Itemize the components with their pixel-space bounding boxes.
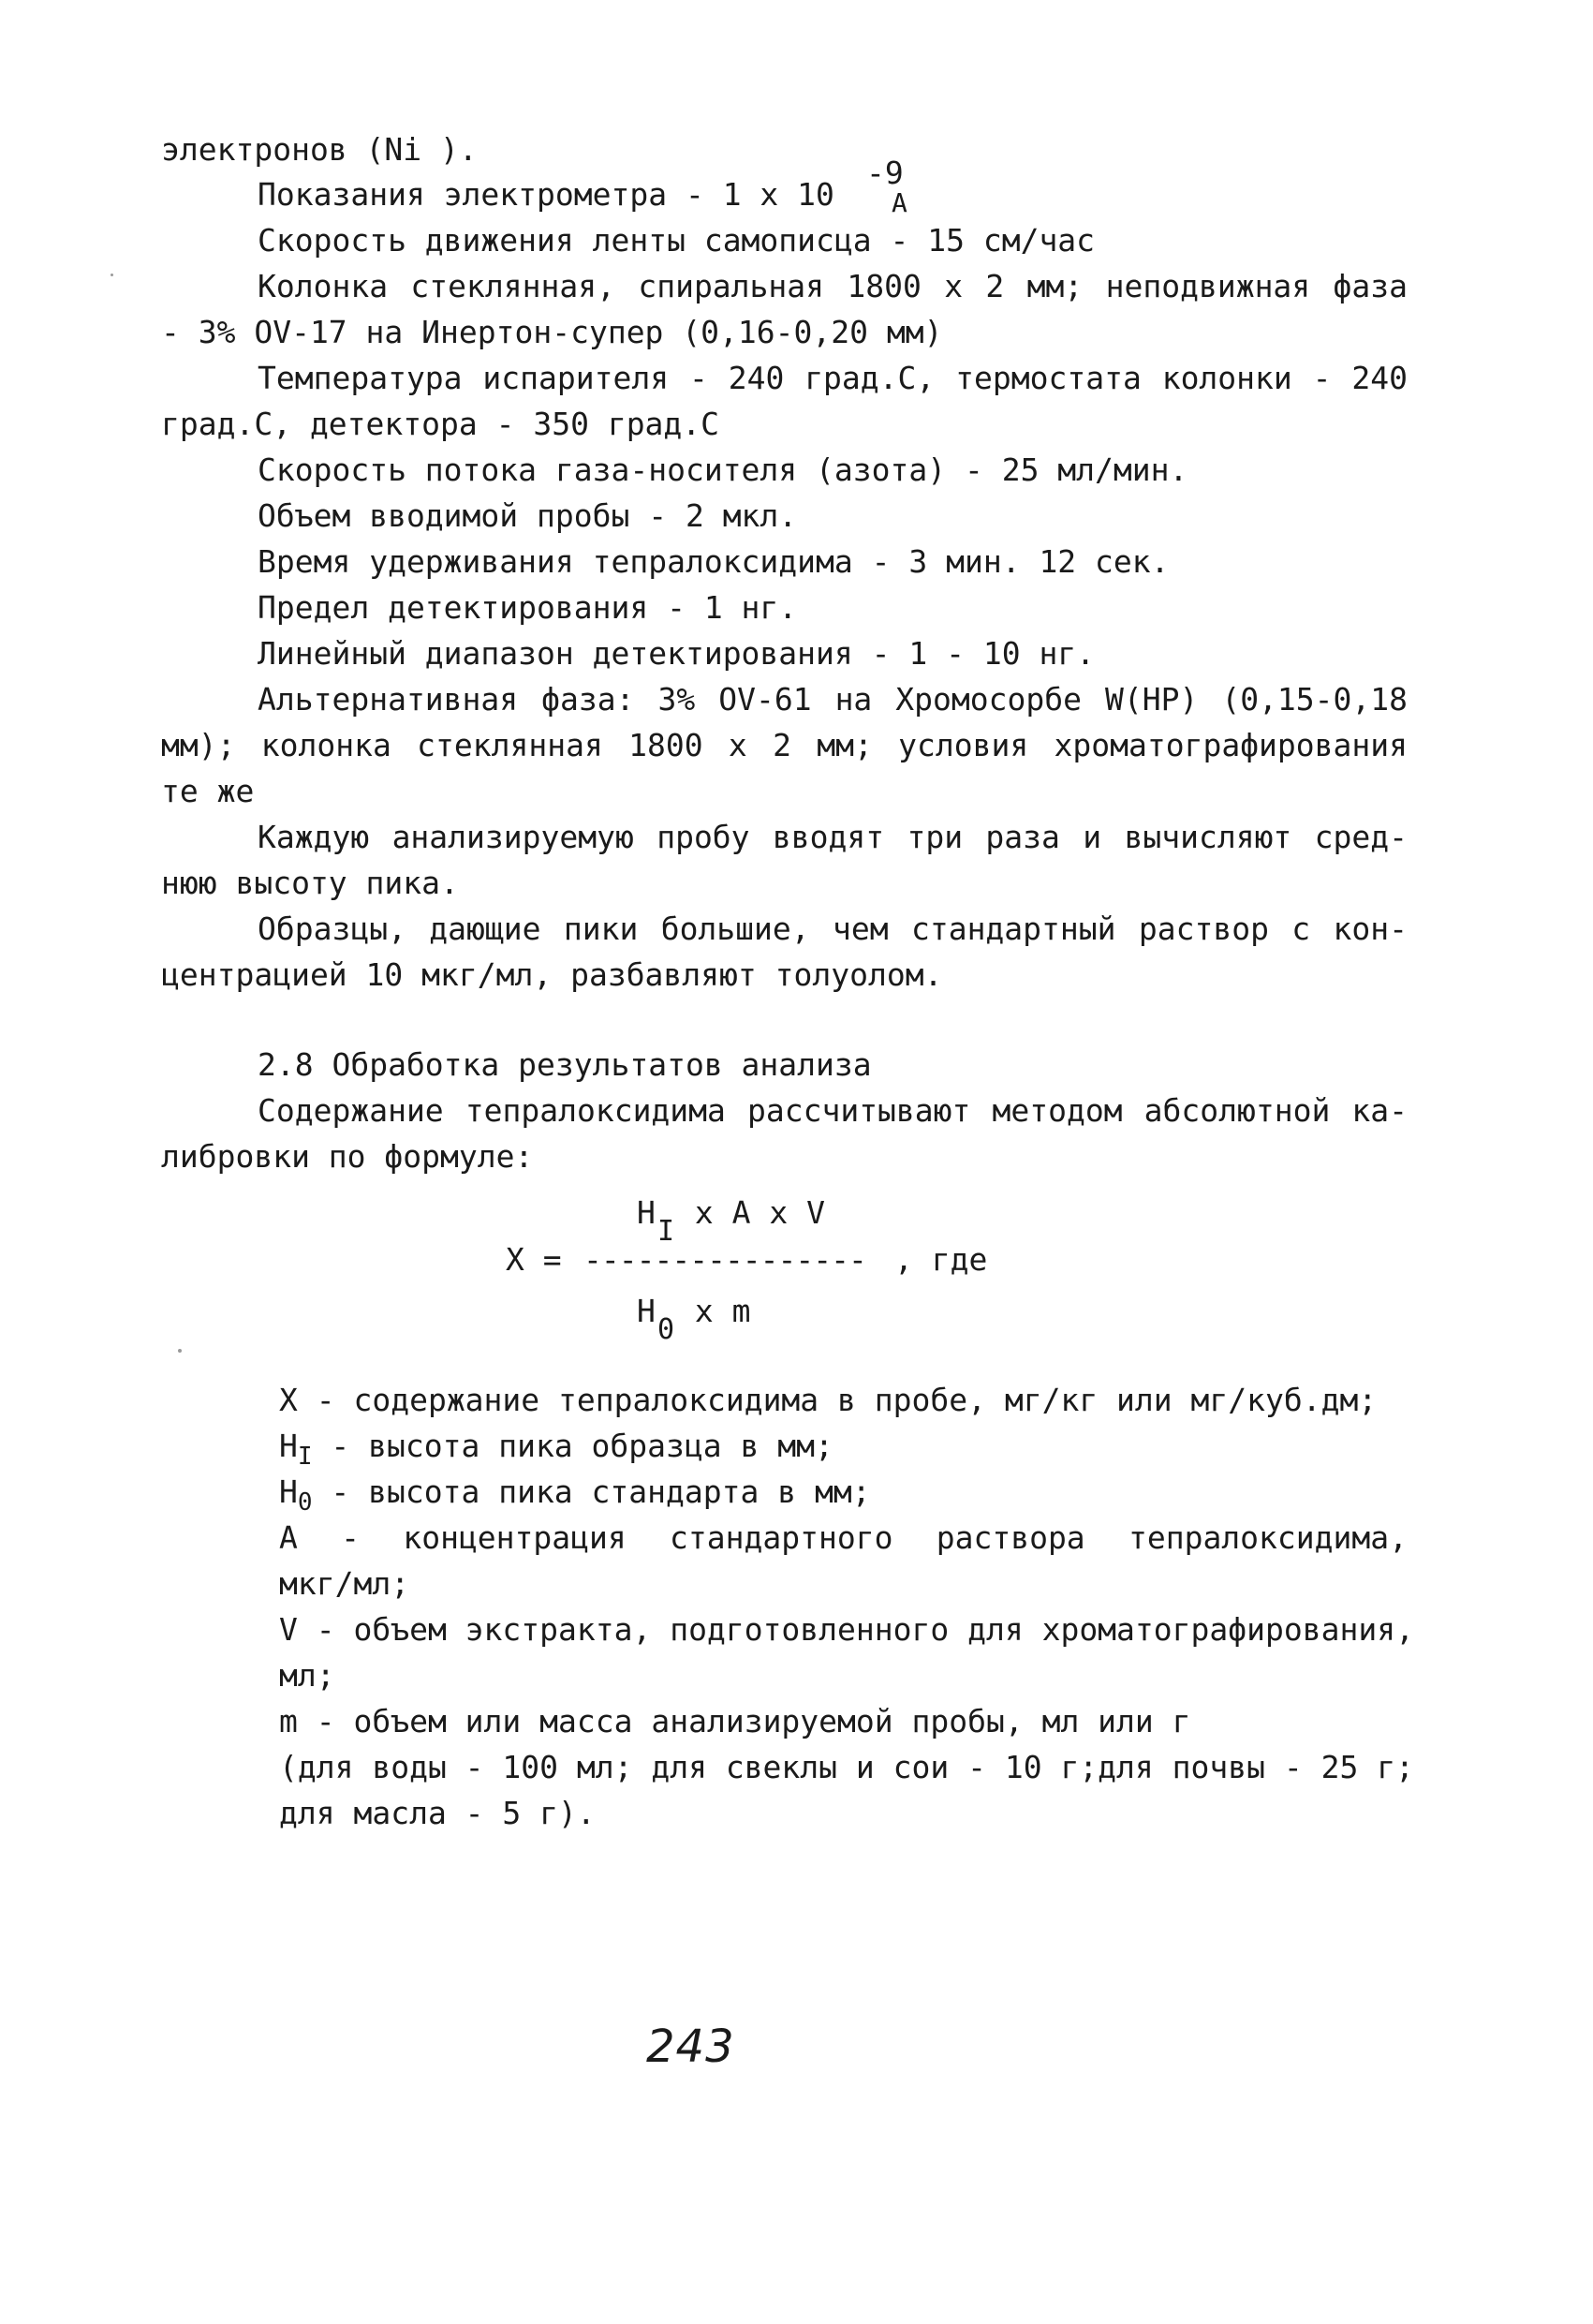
text-line: Объем вводимой пробы - 2 мкл. bbox=[258, 497, 798, 534]
text-line: Линейный диапазон детектирования - 1 - 10 нг. bbox=[258, 635, 1096, 672]
legend-line bbox=[279, 1377, 1377, 1423]
unit: А bbox=[892, 187, 907, 218]
legend-text: - содержание тепралоксидима в пробе, мг/кг или мг/куб.дм; bbox=[297, 1382, 1378, 1418]
legend-text: - объем экстракта, подготовленного для хроматографирования, bbox=[297, 1611, 1414, 1648]
formula-fraction-line: ---------------- bbox=[583, 1241, 866, 1278]
scan-speck bbox=[178, 1349, 182, 1353]
legend-text: - высота пика образца в мм; bbox=[312, 1428, 833, 1464]
text-line: Образцы, дающие пики большие, чем стандартный раствор с кон- bbox=[258, 910, 1408, 947]
text-line: те же bbox=[161, 773, 255, 809]
text-line: Время удерживания тепралоксидима - 3 мин. 12 сек. bbox=[258, 543, 1170, 580]
formula-numerator-sub: I bbox=[657, 1215, 675, 1248]
formula-denominator-h: H bbox=[637, 1293, 656, 1329]
legend-text: - высота пика стандарта в мм; bbox=[312, 1473, 871, 1510]
legend-line: для масла - 5 г). bbox=[279, 1795, 596, 1831]
legend-line: (для воды - 100 мл; для свеклы и сои - 10 г;для почвы - 25 г; bbox=[279, 1749, 1414, 1785]
text-line: мм); колонка стеклянная 1800 х 2 мм; условия хроматографирования bbox=[161, 727, 1408, 763]
text-line: Колонка стеклянная, спиральная 1800 х 2 мм; неподвижная фаза bbox=[258, 268, 1408, 304]
legend-symbol: H bbox=[279, 1473, 298, 1510]
formula-lhs: X = bbox=[506, 1241, 562, 1278]
text-line: Каждую анализируемую пробу вводят три раза и вычисляют сред- bbox=[258, 819, 1408, 855]
legend-symbol: X bbox=[279, 1382, 298, 1418]
text-line: град.С, детектора - 350 град.С bbox=[161, 406, 720, 442]
formula-numerator-h: H bbox=[637, 1194, 656, 1231]
legend-symbol: H bbox=[279, 1428, 298, 1464]
text-line: нюю высоту пика. bbox=[161, 865, 459, 901]
formula-denominator-sub: 0 bbox=[657, 1313, 675, 1346]
text-line: Температура испарителя - 240 град.С, термостата колонки - 240 bbox=[258, 360, 1408, 396]
legend-line: мкг/мл; bbox=[279, 1565, 410, 1602]
legend-line: мл; bbox=[279, 1657, 335, 1694]
text-line: электронов (Ni ). bbox=[161, 131, 478, 168]
legend-symbol: A bbox=[279, 1519, 298, 1556]
section-heading: 2.8 Обработка результатов анализа bbox=[258, 1046, 872, 1083]
text-line: центрацией 10 мкг/мл, разбавляют толуолом. bbox=[161, 956, 943, 993]
text-line: либровки по формуле: bbox=[161, 1138, 534, 1175]
text-line: - 3% OV-17 на Инертон-супер (0,16-0,20 мм) bbox=[161, 314, 943, 350]
formula-denominator-rest: x m bbox=[676, 1293, 751, 1329]
text-line: Скорость движения ленты самописца - 15 см/час bbox=[258, 222, 1096, 259]
text-line: Содержание тепралоксидима рассчитывают методом абсолютной ка- bbox=[258, 1092, 1408, 1129]
legend-symbol: m bbox=[279, 1703, 298, 1739]
legend-symbol-sub: 0 bbox=[297, 1488, 313, 1517]
legend-symbol: V bbox=[279, 1611, 298, 1648]
legend-text: - объем или масса анализируемой пробы, мл или г bbox=[297, 1703, 1191, 1739]
text-line: Предел детектирования - 1 нг. bbox=[258, 589, 798, 626]
exponent: -9 bbox=[866, 155, 904, 191]
formula-where: , где bbox=[894, 1241, 988, 1278]
legend-line bbox=[279, 1423, 833, 1473]
text-line: Скорость потока газа-носителя (азота) - 25 мл/мин. bbox=[258, 451, 1188, 488]
page-number: 243 bbox=[646, 2021, 735, 2073]
scan-speck bbox=[111, 274, 113, 276]
legend-line bbox=[279, 1515, 1408, 1561]
formula-numerator-rest: x A x V bbox=[676, 1194, 825, 1231]
legend-text: - концентрация стандартного раствора тепралоксидима, bbox=[297, 1519, 1408, 1556]
legend-line bbox=[279, 1698, 1191, 1744]
legend-line bbox=[279, 1469, 871, 1518]
text-line: Альтернативная фаза: 3% OV-61 на Хромосорбе W(HP) (0,15-0,18 bbox=[258, 681, 1408, 718]
legend-symbol-sub: I bbox=[297, 1443, 313, 1471]
text-line: Показания электрометра - 1 х 10 bbox=[258, 176, 834, 213]
legend-line bbox=[279, 1606, 1414, 1652]
